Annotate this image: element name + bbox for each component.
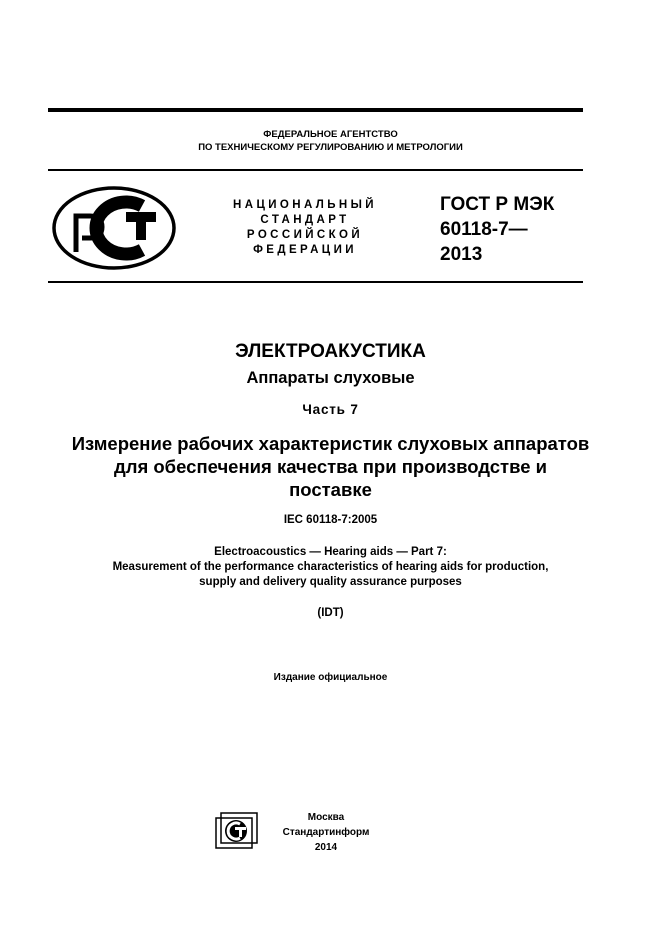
english-title bbox=[0, 545, 661, 590]
national-line-2: СТАНДАРТ bbox=[260, 214, 350, 226]
part-title-line-1: Измерение рабочих характеристик слуховых аппаратов bbox=[71, 433, 590, 454]
publisher-name: Стандартинформ bbox=[282, 827, 370, 838]
national-line-1: НАЦИОНАЛЬНЫЙ bbox=[233, 199, 377, 211]
agency-name bbox=[0, 128, 661, 154]
gost-line-2: 60118-7— bbox=[440, 219, 528, 240]
idt-marker: (IDT) bbox=[317, 607, 344, 619]
part-title-line-2: для обеспечения качества при производстве и bbox=[113, 456, 548, 477]
publisher-year: 2014 bbox=[314, 842, 338, 853]
english-line-1: Electroacoustics — Hearing aids — Part 7: bbox=[214, 546, 447, 558]
agency-line-1: ФЕДЕРАЛЬНОЕ АГЕНТСТВО bbox=[263, 129, 398, 140]
iec-reference: IEC 60118-7:2005 bbox=[283, 514, 378, 526]
english-line-3: supply and delivery quality assurance purposes bbox=[199, 576, 462, 588]
gost-line-3: 2013 bbox=[440, 244, 483, 265]
document-title: ЭЛЕКТРОАКУСТИКА bbox=[235, 341, 426, 362]
english-line-2: Measurement of the performance characteristics of hearing aids for production, bbox=[112, 561, 549, 573]
national-line-3: РОССИЙСКОЙ bbox=[246, 229, 364, 241]
publisher-block bbox=[226, 810, 426, 855]
gost-line-1: ГОСТ Р МЭК bbox=[440, 194, 555, 215]
rst-mark-icon bbox=[52, 186, 176, 270]
edition-label: Издание официальное bbox=[273, 672, 388, 683]
top-rule bbox=[48, 108, 583, 112]
part-title bbox=[30, 432, 631, 501]
part-title-line-3: поставке bbox=[289, 479, 372, 500]
part-number: Часть 7 bbox=[302, 402, 359, 417]
gost-designation bbox=[440, 192, 554, 267]
national-line-4: ФЕДЕРАЦИИ bbox=[253, 244, 357, 256]
publisher-city: Москва bbox=[307, 812, 345, 823]
agency-line-2: ПО ТЕХНИЧЕСКОМУ РЕГУЛИРОВАНИЮ И МЕТРОЛОГИИ bbox=[198, 142, 463, 153]
agency-rule bbox=[48, 169, 583, 171]
document-subtitle: Аппараты слуховые bbox=[246, 369, 415, 387]
national-standard-label bbox=[205, 198, 405, 258]
header-bottom-rule bbox=[48, 281, 583, 283]
